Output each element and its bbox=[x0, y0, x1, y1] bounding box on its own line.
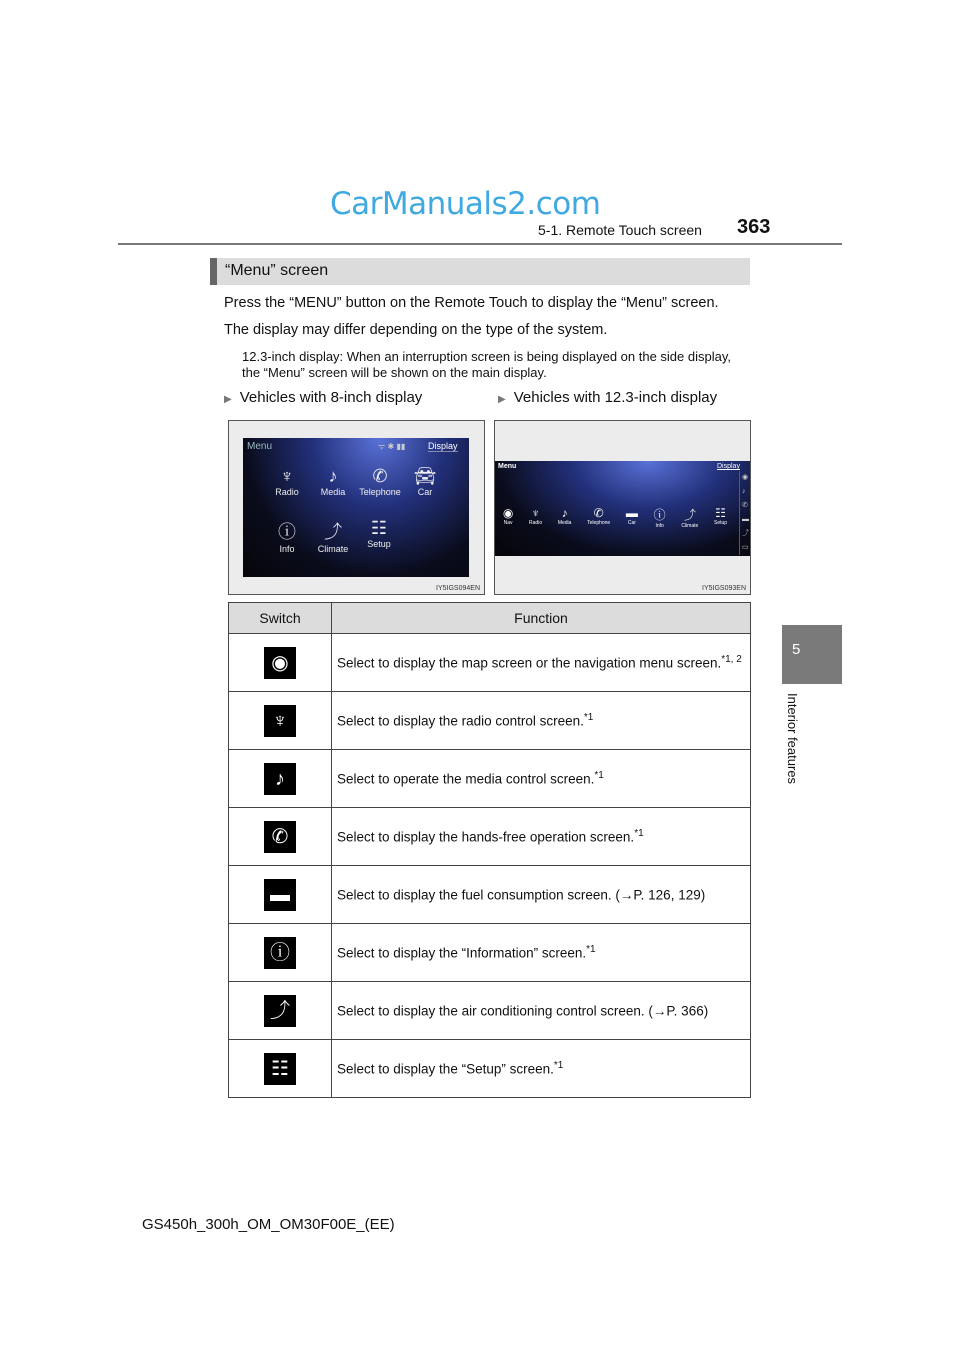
function-text: Select to display the radio control screen. bbox=[337, 713, 584, 729]
paragraph: The display may differ depending on the type of the system. bbox=[224, 322, 608, 338]
radio-item[interactable]: ♆ Radio bbox=[529, 506, 543, 526]
item-label: Climate bbox=[317, 544, 349, 554]
paragraph: Press the “MENU” button on the Remote Touch to display the “Menu” screen. bbox=[224, 295, 719, 311]
info-icon[interactable]: ⓘ bbox=[278, 522, 296, 542]
table-row bbox=[229, 866, 751, 924]
header-rule bbox=[118, 243, 842, 245]
footer-code: GS450h_300h_OM_OM30F00E_(EE) bbox=[142, 1216, 395, 1233]
table-row bbox=[229, 808, 751, 866]
chapter-number: 5 bbox=[792, 641, 801, 658]
function-cell bbox=[332, 692, 751, 750]
setup-icon[interactable]: ☷ bbox=[370, 518, 388, 538]
column-header-function: Function bbox=[332, 603, 751, 634]
switch-cell bbox=[229, 982, 332, 1040]
media-item[interactable]: ♪ Media bbox=[557, 506, 572, 526]
function-cell bbox=[332, 866, 751, 924]
climate-icon[interactable]: ⤴ bbox=[324, 522, 342, 542]
triangle-icon: ▶ bbox=[498, 394, 506, 405]
radio-icon: ♆ bbox=[264, 705, 296, 737]
display-button[interactable]: Display bbox=[717, 463, 740, 470]
screenshot-12inch bbox=[494, 420, 751, 595]
footnote-ref: *1 bbox=[583, 712, 594, 724]
table-row bbox=[229, 692, 751, 750]
switch-cell bbox=[229, 924, 332, 982]
footnote-ref: *1 bbox=[634, 828, 644, 840]
bullet-12inch bbox=[498, 389, 717, 406]
screen-title: Menu bbox=[498, 463, 517, 470]
item-label: Info bbox=[279, 544, 295, 554]
status-icons: ᯤ ✱ ▮▮ bbox=[378, 442, 406, 451]
image-code: IY5IGS094EN bbox=[436, 585, 480, 592]
triangle-icon: ▶ bbox=[224, 394, 232, 405]
screen-title: Menu bbox=[247, 441, 273, 452]
function-text: Select to display the hands-free operation screen. bbox=[337, 829, 635, 845]
function-text: Select to operate the media control screen. bbox=[337, 771, 595, 787]
display-button[interactable]: Display bbox=[428, 441, 458, 451]
image-code: IY5IGS093EN bbox=[702, 585, 746, 592]
section-title: 5-1. Remote Touch screen bbox=[538, 222, 702, 238]
bullet-text: Vehicles with 12.3-inch display bbox=[513, 389, 718, 406]
nav-icon: ◉ bbox=[264, 647, 296, 679]
function-text: Select to display the “Information” screen. bbox=[337, 945, 587, 961]
section-heading: “Menu” screen bbox=[210, 258, 750, 285]
item-label: Radio bbox=[275, 487, 299, 497]
media-icon[interactable]: ♪ bbox=[328, 466, 338, 486]
item-label: Setup bbox=[367, 539, 391, 549]
screenshot-8inch bbox=[228, 420, 485, 595]
function-text: Select to display the fuel consumption screen. (→P. 126, 129) bbox=[337, 887, 706, 903]
climate-item[interactable]: ⤴ Climate bbox=[681, 508, 699, 529]
chapter-label: Interior features bbox=[785, 693, 800, 785]
car-icon[interactable]: 🚘︎ bbox=[413, 466, 437, 486]
function-cell bbox=[332, 924, 751, 982]
nav-item[interactable]: ◉ Nav bbox=[502, 506, 514, 526]
switch-cell bbox=[229, 866, 332, 924]
function-text: Select to display the air conditioning control screen. (→P. 366) bbox=[337, 1003, 709, 1019]
info-icon: ⓘ bbox=[264, 937, 296, 969]
footnote-ref: *1 bbox=[586, 944, 596, 956]
page-number: 363 bbox=[737, 216, 771, 238]
function-cell bbox=[332, 634, 751, 692]
menu-screen bbox=[243, 438, 469, 577]
footnote-ref: *1, 2 bbox=[721, 654, 742, 666]
switch-cell bbox=[229, 808, 332, 866]
item-label: Car bbox=[417, 487, 433, 497]
table-row bbox=[229, 634, 751, 692]
chapter-tab[interactable] bbox=[782, 625, 842, 684]
car-icon: ▬ bbox=[264, 879, 296, 911]
column-header-switch: Switch bbox=[229, 603, 332, 634]
footnote-ref: *1 bbox=[594, 770, 604, 782]
switch-cell bbox=[229, 1040, 332, 1098]
function-cell bbox=[332, 750, 751, 808]
setup-item[interactable]: ☷ Setup bbox=[714, 506, 728, 526]
setup-icon: ☷ bbox=[264, 1053, 296, 1085]
telephone-item[interactable]: ✆ Telephone bbox=[587, 506, 611, 526]
function-cell bbox=[332, 982, 751, 1040]
menu-screen bbox=[495, 461, 750, 556]
footnote-ref: *1 bbox=[553, 1060, 564, 1072]
switch-cell bbox=[229, 634, 332, 692]
function-text: Select to display the “Setup” screen. bbox=[337, 1061, 554, 1077]
item-label: Media bbox=[320, 487, 346, 497]
switch-function-table bbox=[228, 602, 751, 1098]
function-cell bbox=[332, 808, 751, 866]
item-label: Telephone bbox=[359, 487, 401, 497]
bullet-8inch bbox=[224, 389, 422, 406]
climate-icon: ⤴ bbox=[264, 995, 296, 1027]
table-row bbox=[229, 750, 751, 808]
function-cell bbox=[332, 1040, 751, 1098]
watermark: CarManuals2.com bbox=[330, 186, 601, 222]
function-text: Select to display the map screen or the navigation menu screen. bbox=[337, 655, 722, 671]
table-row bbox=[229, 982, 751, 1040]
media-icon: ♪ bbox=[264, 763, 296, 795]
telephone-icon: ✆ bbox=[264, 821, 296, 853]
info-item[interactable]: ⓘ Info bbox=[653, 508, 666, 529]
table-row bbox=[229, 924, 751, 982]
table-row bbox=[229, 1040, 751, 1098]
note: 12.3-inch display: When an interruption screen is being displayed on the side display, the “Menu” screen will be shown on the main display. bbox=[242, 349, 731, 380]
switch-cell bbox=[229, 750, 332, 808]
car-item[interactable]: ▬ Car bbox=[625, 506, 638, 526]
radio-icon[interactable]: ♆ bbox=[280, 466, 294, 486]
side-shortcuts[interactable]: ◉ ♪ ✆ ▬ ⤴ ▭ bbox=[739, 471, 749, 555]
menu-items bbox=[495, 506, 735, 529]
bullet-text: Vehicles with 8-inch display bbox=[239, 389, 423, 406]
telephone-icon[interactable]: ✆ bbox=[372, 466, 388, 486]
switch-cell bbox=[229, 692, 332, 750]
